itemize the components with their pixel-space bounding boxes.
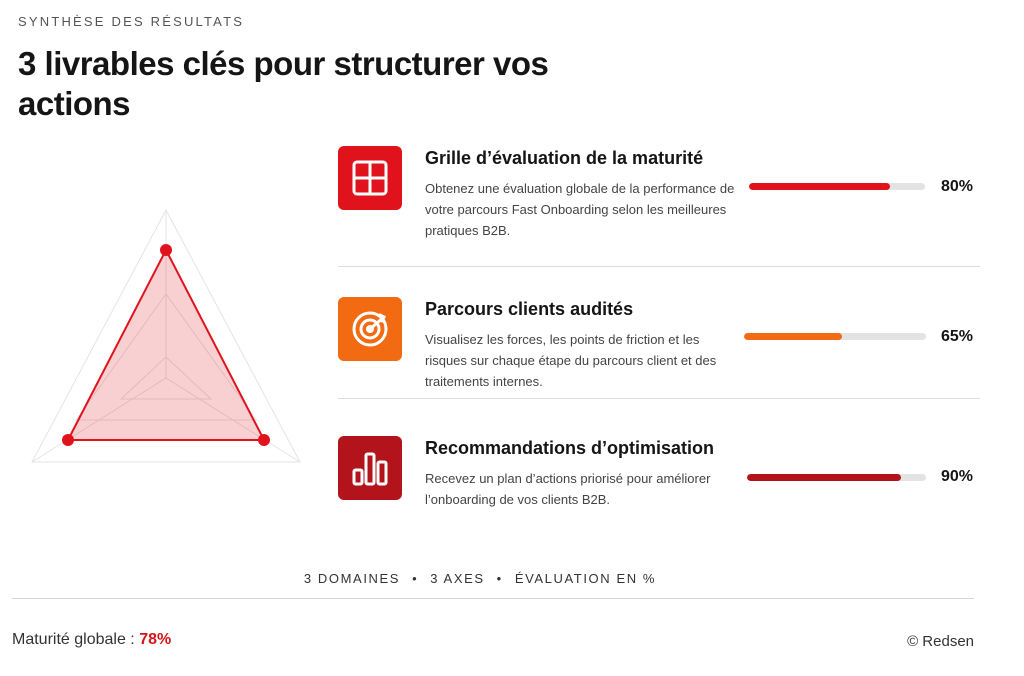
target-icon	[338, 297, 402, 361]
page-title: 3 livrables clés pour structurer vos actions	[18, 45, 549, 122]
progress-bar	[744, 333, 926, 340]
footer-divider	[12, 598, 974, 599]
global-maturity	[12, 631, 171, 649]
progress-bar	[747, 474, 926, 481]
copyright: © Redsen	[907, 633, 974, 650]
legend-axes: 3 AXES	[430, 571, 485, 586]
item-title: Grille d’évaluation de la maturité	[425, 148, 704, 168]
divider	[338, 266, 980, 267]
item-description: Recevez un plan d’actions priorisé pour améliorer l’onboarding de vos clients B2B.	[425, 471, 711, 507]
item-description: Visualisez les forces, les points de friction et les risques sur chaque étape du parcours client et des traitements internes.	[425, 332, 717, 389]
deliverable-recommendations	[338, 436, 980, 516]
legend-evaluation: ÉVALUATION EN %	[514, 571, 657, 586]
radar-chart	[30, 205, 310, 475]
legend-domains: 3 DOMAINES	[303, 571, 401, 586]
item-description: Obtenez une évaluation globale de la performance de votre parcours Fast Onboarding selon les meilleures pratiques B2B.	[425, 181, 735, 238]
progress-value: 65%	[941, 328, 974, 345]
legend-separator: •	[496, 571, 503, 586]
global-maturity-value: 78%	[139, 631, 172, 648]
radar-point-left	[62, 434, 74, 446]
legend-separator: •	[412, 571, 419, 586]
progress-value: 80%	[941, 178, 974, 195]
bar-chart-icon	[338, 436, 402, 500]
deliverable-audited-journeys	[338, 297, 980, 397]
radar-point-top	[160, 244, 172, 256]
section-eyebrow: SYNTHÈSE DES RÉSULTATS	[18, 14, 245, 29]
progress-value: 90%	[941, 468, 974, 485]
progress-fill	[747, 474, 901, 481]
radar-point-right	[258, 434, 270, 446]
legend-strip	[0, 571, 960, 586]
progress-fill	[744, 333, 842, 340]
item-title: Parcours clients audités	[425, 299, 634, 319]
deliverable-maturity-grid	[338, 146, 980, 256]
divider	[338, 398, 980, 399]
radar-area	[68, 250, 264, 440]
global-maturity-label: Maturité globale :	[12, 631, 135, 648]
item-title: Recommandations d’optimisation	[425, 438, 715, 458]
grid-icon	[338, 146, 402, 210]
progress-bar	[749, 183, 925, 190]
progress-fill	[749, 183, 890, 190]
